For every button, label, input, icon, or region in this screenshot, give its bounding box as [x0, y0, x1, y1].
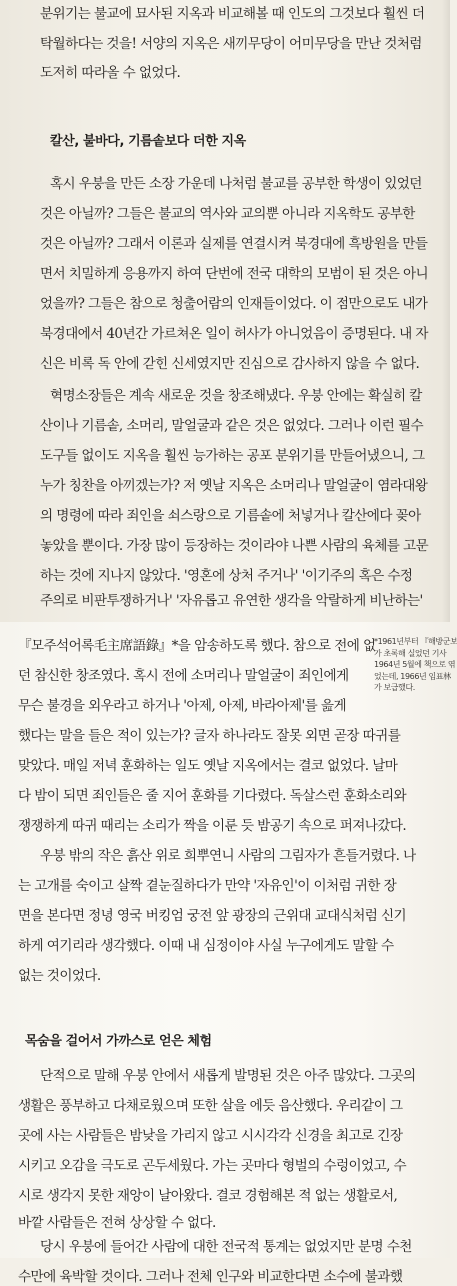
sidenote-line: *1961년부터 『해방군보 — [374, 637, 457, 646]
text-line: 분위기는 불교에 묘사된 지옥과 비교해볼 때 인도의 그것보다 훨씬 더 — [40, 6, 425, 22]
text-line: 하게 여기리라 생각했다. 이때 내 심정이야 사실 누구에게도 말할 수 — [18, 938, 394, 954]
sidenote-line: 었는데, 1966년 임표林 — [374, 671, 451, 681]
page-spine-shadow — [442, 0, 450, 622]
text-line: 면을 본다면 정녕 영국 버킹엄 궁전 앞 광장의 근위대 교대식처럼 신기 — [18, 908, 407, 924]
text-line: 시키고 오감을 극도로 곤두세웠다. 가는 곳마다 형벌의 수렁이었고, 수 — [18, 1158, 407, 1174]
text-line: 면서 치밀하게 응용까지 하여 단번에 전국 대학의 모범이 된 것은 아니 — [40, 266, 429, 282]
text-line: 쟁쟁하게 따귀 때리는 소리가 짝을 이룬 듯 밤공기 속으로 퍼져나갔다. — [18, 818, 407, 834]
text-line: 바깥 사람들은 전혀 상상할 수 없다. — [18, 1215, 216, 1231]
text-line: 곳에 사는 사람들은 밤낮을 가리지 않고 시시각각 신경을 최고로 긴장 — [18, 1128, 403, 1144]
text-line: 던 참신한 창조였다. 혹시 전에 소머리나 말얼굴이 죄인에게 — [18, 668, 349, 684]
sidenote — [374, 636, 457, 712]
text-line: 도저히 따라올 수 없었다. — [40, 65, 181, 81]
text-line: 누가 칭찬을 아끼겠는가? 저 옛날 지옥은 소머리나 말얼굴이 염라대왕 — [40, 478, 428, 494]
text-line: 없는 것이었다. — [18, 968, 101, 984]
text-line: 맞았다. 매일 저녁 훈화하는 일도 옛날 지옥에서는 결코 없었다. 날마 — [18, 758, 398, 774]
text-line: 주의로 비판투쟁하거나' '자유롭고 유연한 생각을 악랄하게 비난하는' — [40, 593, 423, 609]
text-line: 혹시 우붕을 만든 소장 가운데 나처럼 불교를 공부한 학생이 있었던 — [50, 176, 422, 192]
text-line: 도구들 없이도 지옥을 훨씬 능가하는 공포 분위기를 만들어냈으니, 그 — [40, 448, 425, 464]
text-line: 무슨 불경을 외우라고 하거나 '아제, 아제, 바라아제'를 읊게 — [18, 698, 346, 714]
sidenote-line: 1964년 5월에 책으로 엮 — [374, 660, 456, 669]
text-line: 단적으로 말해 우붕 안에서 새롭게 발명된 것은 아주 많았다. 그곳의 — [40, 1068, 416, 1084]
text-line: 우붕 밖의 작은 흙산 위로 희뿌연니 사람의 그림자가 흔들거렸다. 나 — [40, 848, 416, 864]
text-line: 했다는 말을 들은 적이 있는가? 글자 하나라도 잘못 외면 곧장 따귀를 — [18, 728, 401, 744]
text-line: 북경대에서 40년간 가르쳐온 일이 허사가 아니었음이 증명된다. 내 자 — [40, 326, 428, 342]
text-line: 혁명소장들은 계속 새로운 것을 창조해냈다. 우붕 안에는 확실히 칼 — [50, 388, 422, 404]
section-heading: 칼산, 불바다, 기름솥보다 더한 지옥 — [50, 134, 246, 149]
text-line: 놓았을 뿐이다. 가장 많이 등장하는 것이라야 나쁜 사람의 육체를 고문 — [40, 538, 429, 554]
text-line: 탁월하다는 것을! 서양의 지옥은 새끼무당이 어미무당을 만난 것처럼 — [40, 36, 422, 52]
sidenote-line: 가 보급했다. — [374, 683, 415, 692]
text-line: 다 밤이 되면 죄인들은 줄 지어 훈화를 기다렸다. 독살스런 훈화소리와 — [18, 788, 407, 804]
text-line: 시로 생각지 못한 재앙이 날아왔다. 결코 경험해본 적 없는 생활로서, — [18, 1188, 398, 1204]
text-line: 『모주석어록毛主席語錄』*을 암송하도록 했다. 참으로 전에 없 — [18, 638, 376, 654]
text-line: 었을까? 그들은 참으로 청출어람의 인재들이었다. 이 점만으로도 내가 — [40, 296, 428, 312]
text-line: 하는 것에 지나지 않았다. '영혼에 상처 주거나' '이기주의 혹은 수정 — [40, 568, 413, 584]
text-line: 생활은 풍부하고 다채로웠으며 또한 살을 에듯 음산했다. 우리같이 그 — [18, 1098, 403, 1114]
text-line: 산이나 기름솥, 소머리, 말얼굴과 같은 것은 없었다. 그러나 이런 필수 — [40, 418, 424, 434]
text-line: 신은 비록 독 안에 갇힌 신세였지만 진심으로 감사하지 않을 수 없다. — [40, 356, 420, 372]
text-line: 것은 아닐까? 그들은 불교의 역사와 교의뿐 아니라 지옥학도 공부한 — [40, 206, 415, 222]
text-line: 당시 우붕에 들어간 사람에 대한 전국적 통계는 없었지만 분명 수천 — [40, 1239, 412, 1255]
section-heading: 목숨을 걸어서 가까스로 얻은 체험 — [25, 1034, 212, 1049]
text-line: 것은 아닐까? 그래서 이론과 실제를 연결시켜 북경대에 흑방원을 만들 — [40, 236, 428, 252]
sidenote-line: 가 초록해 실었던 기사 — [374, 648, 447, 658]
text-line: 는 고개를 숙이고 살짝 곁눈질하다가 만약 '자유인'이 이처럼 귀한 장 — [18, 878, 397, 894]
text-line: 의 명령에 따라 죄인을 쇠스랑으로 기름솥에 처넣거나 칼산에다 꽂아 — [40, 508, 421, 524]
text-line: 수만에 육박할 것이다. 그러나 전체 인구와 비교한다면 소수에 불과했 — [18, 1269, 403, 1285]
